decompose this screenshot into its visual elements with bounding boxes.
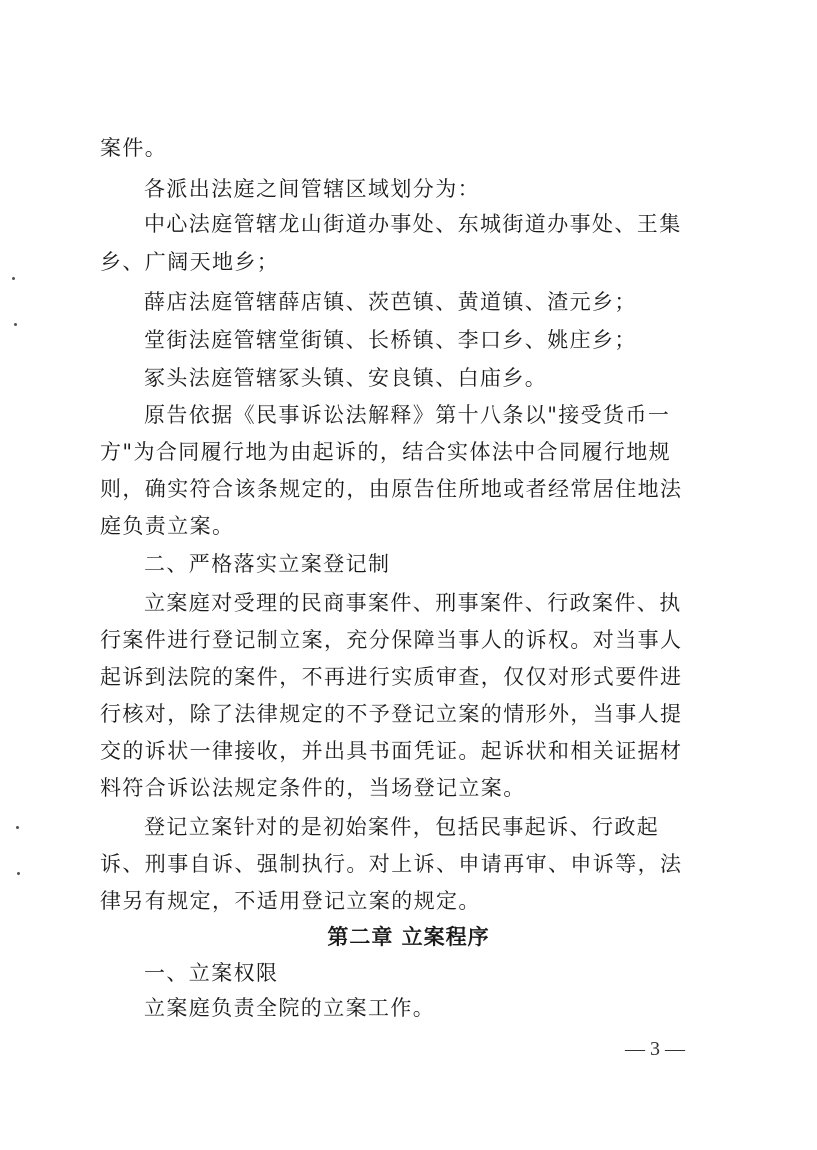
- text-line-14: 行案件进行登记制立案，充分保障当事人的诉权。对当事人: [100, 628, 683, 652]
- text-line-2: 各派出法庭之间管辖区域划分为：: [144, 177, 480, 201]
- section-heading-2: 二、严格落实立案登记制: [144, 552, 391, 576]
- text-line-16: 行核对，除了法律规定的不予登记立案的情形外，当事人提: [100, 702, 683, 726]
- text-line-3: 中心法庭管辖龙山街道办事处、东城街道办事处、王集: [144, 212, 682, 236]
- text-line-15: 起诉到法院的案件，不再进行实质审查，仅仅对形式要件进: [100, 665, 683, 689]
- text-line-20: 诉、刑事自诉、强制执行。对上诉、申请再审、申诉等，法: [100, 852, 683, 876]
- page-number: — 3 —: [625, 1038, 685, 1060]
- text-line-10: 则，确实符合该条规定的，由原告住所地或者经常居住地法: [100, 477, 683, 501]
- text-line-5: 薛店法庭管辖薛店镇、茨芭镇、黄道镇、渣元乡；: [144, 290, 637, 314]
- scan-speck: [16, 826, 19, 829]
- text-line-11: 庭负责立案。: [100, 514, 235, 538]
- section-heading-1: 一、立案权限: [144, 961, 279, 985]
- chapter-title: 第二章 立案程序: [327, 924, 490, 949]
- text-line-6: 堂街法庭管辖堂街镇、长桥镇、李口乡、姚庄乡；: [144, 328, 637, 352]
- text-line-21: 律另有规定，不适用登记立案的规定。: [100, 889, 481, 913]
- text-line-8: 原告依据《民事诉讼法解释》第十八条以"接受货币一: [144, 403, 671, 427]
- text-line-7: 冢头法庭管辖冢头镇、安良镇、白庙乡。: [144, 366, 548, 390]
- text-line-17: 交的诉状一律接收，并出具书面凭证。起诉状和相关证据材: [100, 739, 683, 763]
- text-line-19: 登记立案针对的是初始案件，包括民事起诉、行政起: [144, 815, 660, 839]
- text-line-18: 料符合诉讼法规定条件的，当场登记立案。: [100, 776, 526, 800]
- text-line-13: 立案庭对受理的民商事案件、刑事案件、行政案件、执: [144, 591, 682, 615]
- scan-speck: [12, 277, 15, 280]
- scan-speck: [14, 323, 17, 326]
- scan-speck: [17, 872, 20, 875]
- text-line-9: 方"为合同履行地为由起诉的，结合实体法中合同履行地规: [100, 440, 672, 464]
- text-line-4: 乡、广阔天地乡；: [100, 250, 280, 274]
- text-line-24: 立案庭负责全院的立案工作。: [144, 996, 436, 1020]
- text-line-1: 案件。: [100, 136, 168, 160]
